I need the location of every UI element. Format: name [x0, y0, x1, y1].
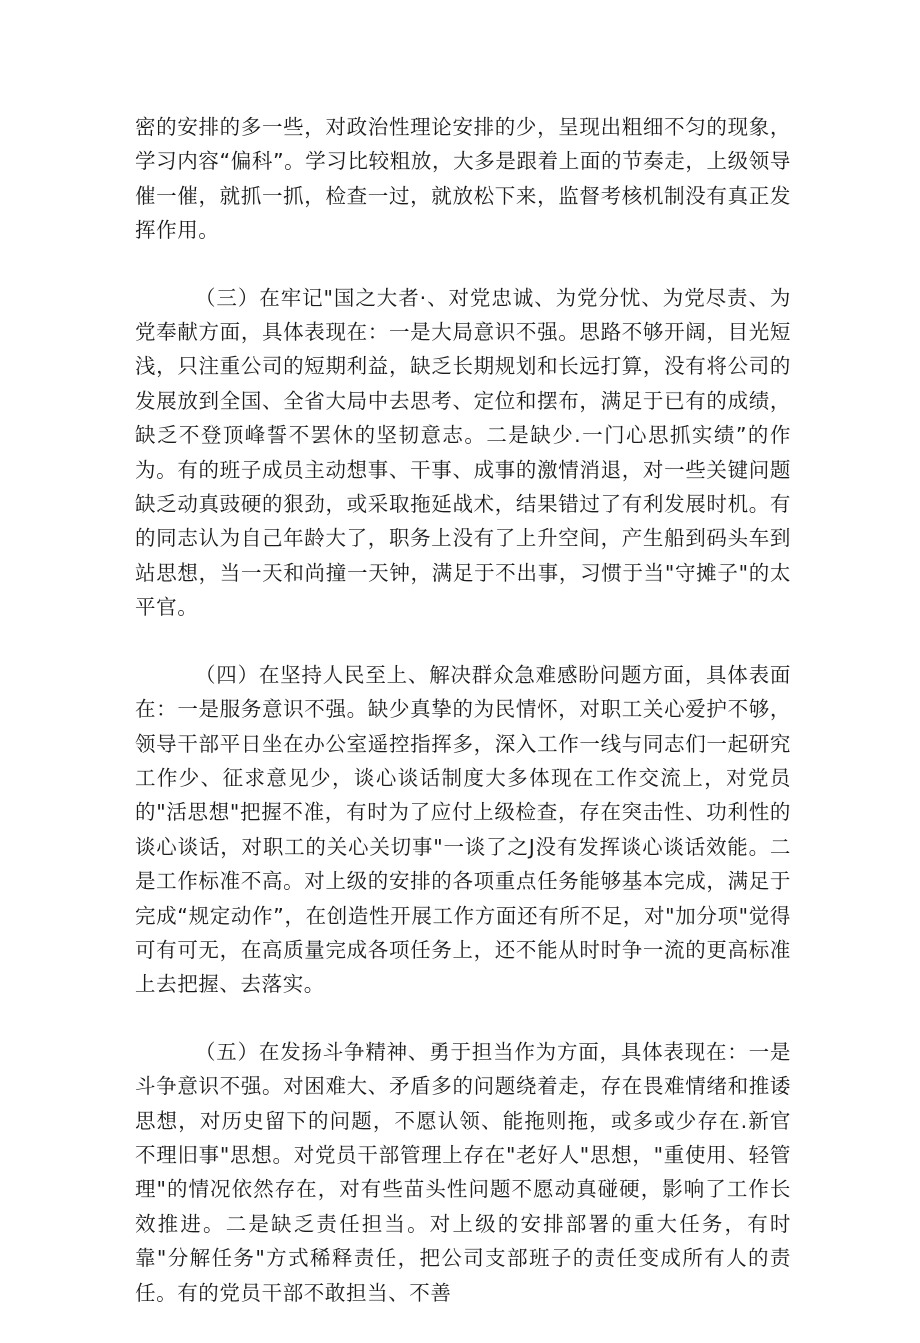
paragraph-section-4: （四）在坚持人民至上、解决群众急难感盼问题方面，具体表面在：一是服务意识不强。缺少真挚的为民情怀，对职工关心爱护不够，领导干部平日坐在办公室遥控指挥多，深入工作一线与同志们一起研究工作少、征求意见少，谈心谈话制度大多体现在工作交流上，对党员的"活思想"把握不准，有时为了应付上级检查，存在突击性、功利性的谈心谈话，对职工的关心关切事"一谈了之J没有发挥谈心谈话效能。二是工作标准不高。对上级的安排的各项重点任务能够基本完成，满足于完成“规定动作”，在创造性开展工作方面还有所不足，对"加分项"觉得可有可无，在高质量完成各项任务上，还不能从时时争一流的更高标准上去把握、去落实。 — [135, 662, 791, 997]
paragraph-continuation: 密的安排的多一些，对政治性理论安排的少，呈现出粗细不匀的现象，学习内容“偏科”。学习比较粗放，大多是跟着上面的节奏走，上级领导催一催，就抓一抓，检查一过，就放松下来，监督考核机制没有真正发挥作用。 — [135, 115, 791, 243]
paragraph-section-5: （五）在发扬斗争精神、勇于担当作为方面，具体表现在：一是斗争意识不强。对困难大、矛盾多的问题绕着走，存在畏难情绪和推诿思想，对历史留下的问题，不愿认领、能拖则拖，或多或少存在.新官不理旧事"思想。对党员干部管理上存在"老好人"思想，"重使用、轻管理"的情况依然存在，对有些苗头性问题不愿动真碰硬，影响了工作长效推进。二是缺乏责任担当。对上级的安排部署的重大任务，有时靠"分解任务"方式稀释责任，把公司支部班子的责任变成所有人的责任。有的党员干部不敢担当、不善 — [135, 1039, 791, 1305]
document-body — [135, 110, 791, 1343]
paragraph-section-3: （三）在牢记"国之大者·、对党忠诚、为党分忧、为党尽责、为党奉献方面，具体表现在：一是大局意识不强。思路不够开阔，目光短浅，只注重公司的短期利益，缺乏长期规划和长远打算，没有将公司的发展放到全国、全省大局中去思考、定位和摆布，满足于已有的成绩，缺乏不登顶峰誓不罢休的坚韧意志。二是缺少.一门心思抓实绩”的作为。有的班子成员主动想事、干事、成事的激情消退，对一些关键问题缺乏动真豉硬的狠劲，或采取拖延战术，结果错过了有利发展时机。有的同志认为自己年龄大了，职务上没有了上升空间，产生船到码头车到站思想，当一天和尚撞一天钟，满足于不出事，习惯于当"守摊子"的太平官。 — [135, 285, 791, 620]
